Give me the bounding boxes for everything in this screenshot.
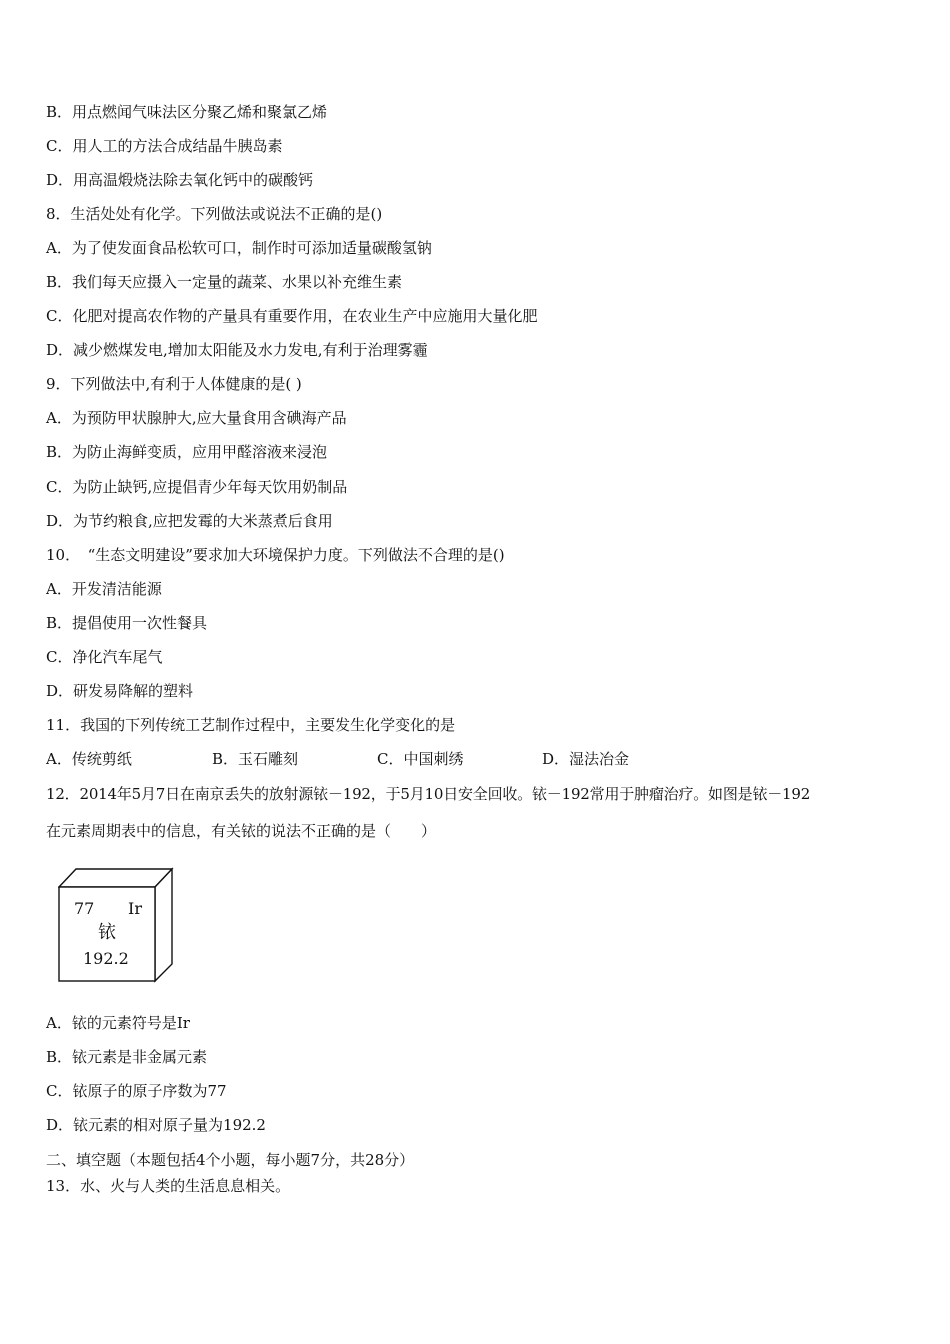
question-line: D．为节约粮食,应把发霉的大米蒸煮后食用 [46,512,333,530]
option-c: C．中国刺绣 [377,750,464,768]
question-line: 11．我国的下列传统工艺制作过程中，主要发生化学变化的是 [46,716,456,734]
question-line: B．提倡使用一次性餐具 [46,614,208,632]
question-line: C．用人工的方法合成结晶牛胰岛素 [46,137,283,155]
question-line: C．为防止缺钙,应提倡青少年每天饮用奶制品 [46,478,348,496]
question-line: 10． “生态文明建设”要求加大环境保护力度。下列做法不合理的是() [46,546,505,564]
question-line: B．铱元素是非金属元素 [46,1048,208,1066]
question-line: 在元素周期表中的信息，有关铱的说法不正确的是（ ） [46,822,437,840]
question-line: D．减少燃煤发电,增加太阳能及水力发电,有利于治理雾霾 [46,341,428,359]
question-line: 12．2014年5月7日在南京丢失的放射源铱－192，于5月10日安全回收。铱－192常用于肿瘤治疗。如图是铱－192 [46,785,811,803]
question-line: D．用高温煅烧法除去氧化钙中的碳酸钙 [46,171,314,189]
question-line: C．化肥对提高农作物的产量具有重要作用，在农业生产中应施用大量化肥 [46,307,538,325]
option-a: A．传统剪纸 [46,750,132,768]
question-line: C．铱原子的原子序数为77 [46,1082,227,1100]
question-line: A．为了使发面食品松软可口，制作时可添加适量碳酸氢钠 [46,239,432,257]
option-b: B．玉石雕刻 [212,750,299,768]
question-line: B．用点燃闻气味法区分聚乙烯和聚氯乙烯 [46,103,328,121]
question-line: B．我们每天应摄入一定量的蔬菜、水果以补充维生素 [46,273,403,291]
option-d: D．湿法冶金 [542,750,630,768]
question-line: B．为防止海鲜变质，应用甲醛溶液来浸泡 [46,443,328,461]
question-line: 8．生活处处有化学。下列做法或说法不正确的是() [46,205,383,223]
question-line: 9．下列做法中,有利于人体健康的是( ) [46,375,302,393]
question-line: A．为预防甲状腺肿大,应大量食用含碘海产品 [46,409,347,427]
element-symbol: Ir [128,899,142,918]
question-line: A．铱的元素符号是Ir [46,1014,190,1032]
atomic-mass: 192.2 [83,949,129,968]
atomic-number: 77 [74,899,95,918]
question-line: C．净化汽车尾气 [46,648,163,666]
q11-options [46,749,906,771]
section-heading: 二、填空题（本题包括4个小题，每小题7分，共28分） [46,1151,415,1169]
periodic-table-cell [58,867,174,983]
question-line: A．开发清洁能源 [46,580,162,598]
question-line: D．铱元素的相对原子量为192.2 [46,1116,266,1134]
question-line: D．研发易降解的塑料 [46,682,194,700]
element-name: 铱 [98,922,116,943]
question-line: 13．水、火与人类的生活息息相关。 [46,1177,291,1195]
